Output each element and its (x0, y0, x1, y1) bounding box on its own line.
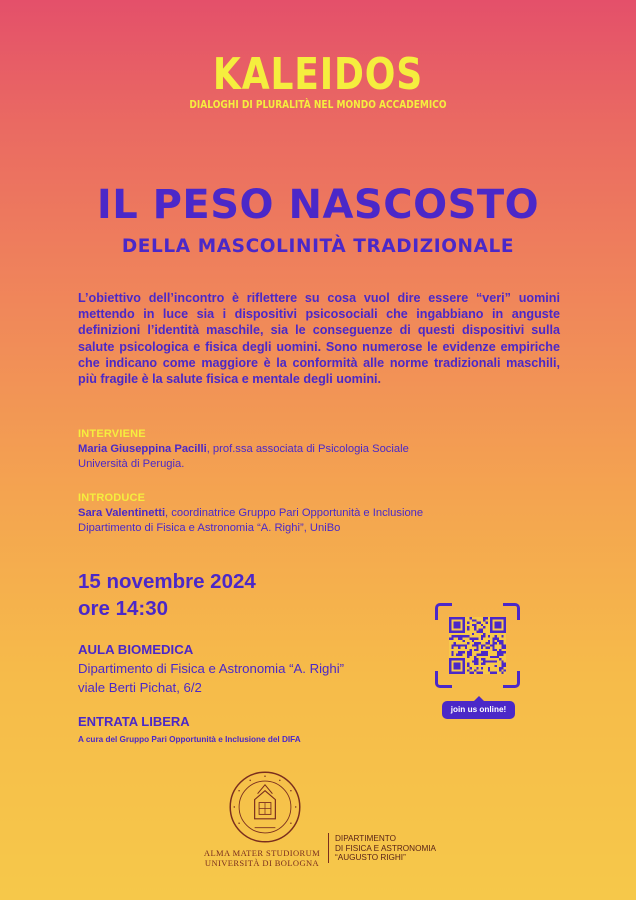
venue-department: Dipartimento di Fisica e Astronomia “A. Righi” (78, 661, 345, 676)
admission-label: ENTRATA LIBERA (78, 714, 190, 729)
introducer-line (78, 506, 578, 521)
qr-code-icon (449, 617, 506, 674)
brand-subtitle: DIALOGHI DI PLURALITÀ NEL MONDO ACCADEMICO (189, 99, 447, 111)
join-online-button[interactable]: join us online! (442, 701, 515, 719)
venue-address: viale Berti Pichat, 6/2 (78, 680, 202, 695)
introducer-label: INTRODUCE (78, 492, 146, 504)
qr-code[interactable] (435, 603, 520, 688)
department-line-1: DIPARTIMENTO (335, 834, 396, 843)
footer-divider (328, 833, 329, 863)
event-title: IL PESO NASCOSTO (96, 182, 540, 228)
introducer-block (78, 491, 578, 536)
university-line-1: ALMA MATER STUDIORUM (203, 848, 321, 858)
department-line-2: DI FISICA E ASTRONOMIA (335, 843, 436, 853)
venue-block (78, 640, 344, 697)
university-line-2: UNIVERSITÀ DI BOLOGNA (204, 858, 320, 868)
introducer-affiliation: Dipartimento di Fisica e Astronomia “A. Righi”, UniBo (78, 522, 341, 534)
event-time: ore 14:30 (78, 597, 169, 620)
brand-title: KALEIDOS (212, 49, 424, 100)
event-datetime (78, 568, 256, 622)
speaker-affiliation: Università di Perugia. (78, 458, 185, 470)
speaker-role: , prof.ssa associata di Psicologia Sociale (206, 443, 409, 455)
brand-header (0, 49, 636, 111)
speaker-name: Maria Giuseppina Pacilli (78, 443, 207, 455)
speaker-line (78, 442, 578, 457)
event-description: L’obiettivo dell’incontro è riflettere su cosa vuol dire essere “veri” uomini mettendo in luce sia i dispositivi psicosociali che ingabbiano in anguste definizioni l’identità maschile, sia le conseguenze di questi dispositivi sulla salute psicologica e fisica degli uomini. Sono numerose le evidenze empiriche che indicano come maggiore è la conformità alle norme tradizionali maschili, più fragile è la salute fisica e mentale degli uomini. (78, 291, 560, 387)
introducer-name: Sara Valentinetti (78, 507, 166, 519)
department-name (335, 834, 436, 863)
university-seal-icon (228, 770, 302, 844)
speaker-block (78, 427, 578, 472)
event-subtitle: DELLA MASCOLINITÀ TRADIZIONALE (121, 236, 515, 257)
university-name (200, 848, 324, 868)
organizer-note: A cura del Gruppo Pari Opportunità e Inclusione del DIFA (78, 735, 301, 744)
introducer-role: , coordinatrice Gruppo Pari Opportunità e Inclusione (165, 507, 424, 519)
speaker-label: INTERVIENE (78, 428, 146, 440)
venue-room: AULA BIOMEDICA (78, 642, 194, 657)
department-line-3: “AUGUSTO RIGHI” (335, 853, 406, 862)
event-date: 15 novembre 2024 (78, 570, 256, 593)
